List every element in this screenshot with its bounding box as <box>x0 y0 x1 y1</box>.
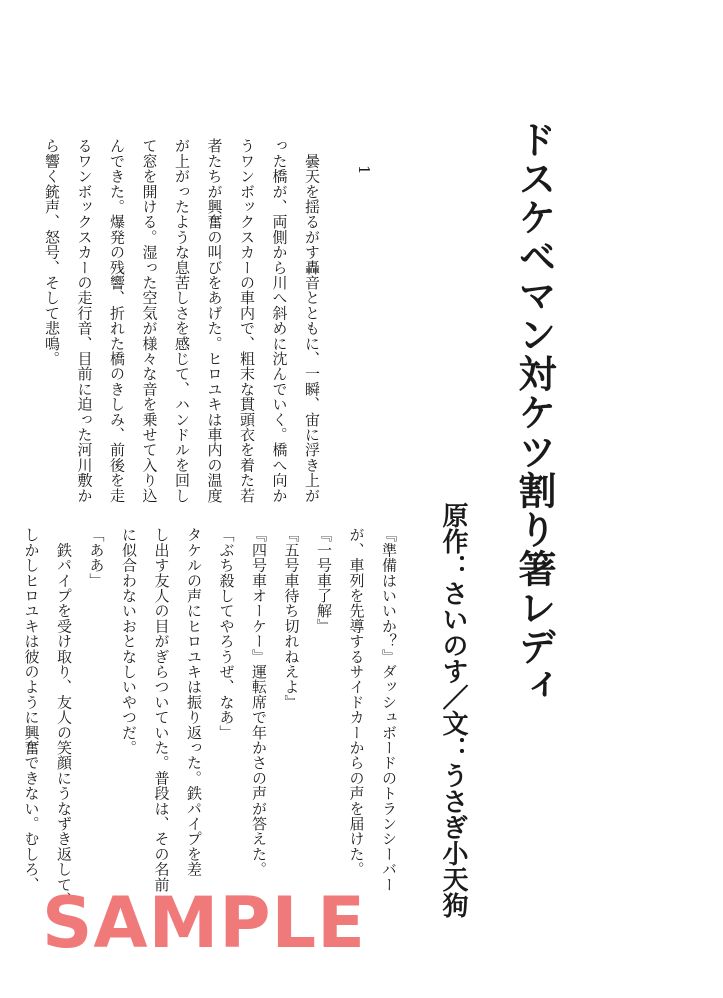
text-line: 者たちが興奮の叫びをあげた。ヒロユキは車内の温度 <box>205 138 224 503</box>
text-line: 『準備はいいか？』ダッシュボードのトランシーバー <box>380 527 398 892</box>
text-line: 鉄パイプを受け取り、友人の笑顔にうなずき返して、 <box>55 527 73 907</box>
text-line: が、車列を先導するサイドカーからの声を届けた。 <box>347 527 366 877</box>
text-line: んできた。爆発の残響、折れた橋のきしみ、前後を走 <box>108 138 126 503</box>
text-line: 『一号車了解』 <box>315 527 333 634</box>
text-line: 曇天を揺るがす轟音とともに、一瞬、宙に浮き上が <box>303 138 321 503</box>
text-line: に似合わないおとなしいやつだ。 <box>120 527 138 755</box>
text-line: て窓を開ける。湿った空気が様々な音を乗せて入り込 <box>140 138 159 503</box>
novel-title: ドスケベマン対ケツ割り箸レディ <box>512 120 556 705</box>
upper-text-block <box>36 138 329 503</box>
text-line: るワンボックスカーの走行音、目前に迫った河川敷か <box>75 138 94 503</box>
text-line: しかしヒロユキは彼のように興奮できない。むしろ、 <box>22 527 41 892</box>
text-line: タケルの声にヒロユキは振り返った。鉄パイプを差 <box>185 527 203 877</box>
text-line: 『五号車待ち切れねえよ』 <box>282 527 301 710</box>
text-line: うワンボックスカーの車内で、粗末な貫頭衣を着た若 <box>238 138 256 503</box>
author-byline: 原作：さいのす／文：うさぎ小天狗 <box>438 502 468 918</box>
sample-watermark: SAMPLE <box>42 882 366 964</box>
text-line: 「ぶち殺してやろうぜ、なあ」 <box>217 527 236 740</box>
text-line: し出す友人の目がぎらついていた。普段は、その名前 <box>152 527 171 892</box>
text-line: ら響く銃声、怒号、そして悲鳴。 <box>43 138 61 366</box>
text-line: 『四号車オーケー』運転席で年かさの声が答えた。 <box>250 527 268 877</box>
text-line: が上がったような息苦しさを感じて、ハンドルを回し <box>173 138 191 503</box>
text-line: 「ああ」 <box>87 527 106 588</box>
lower-text-block <box>15 527 405 907</box>
text-line: った橋が、両側から川へ斜めに沈んでいく。橋へ向か <box>270 138 289 503</box>
chapter-number: 1 <box>355 165 373 175</box>
